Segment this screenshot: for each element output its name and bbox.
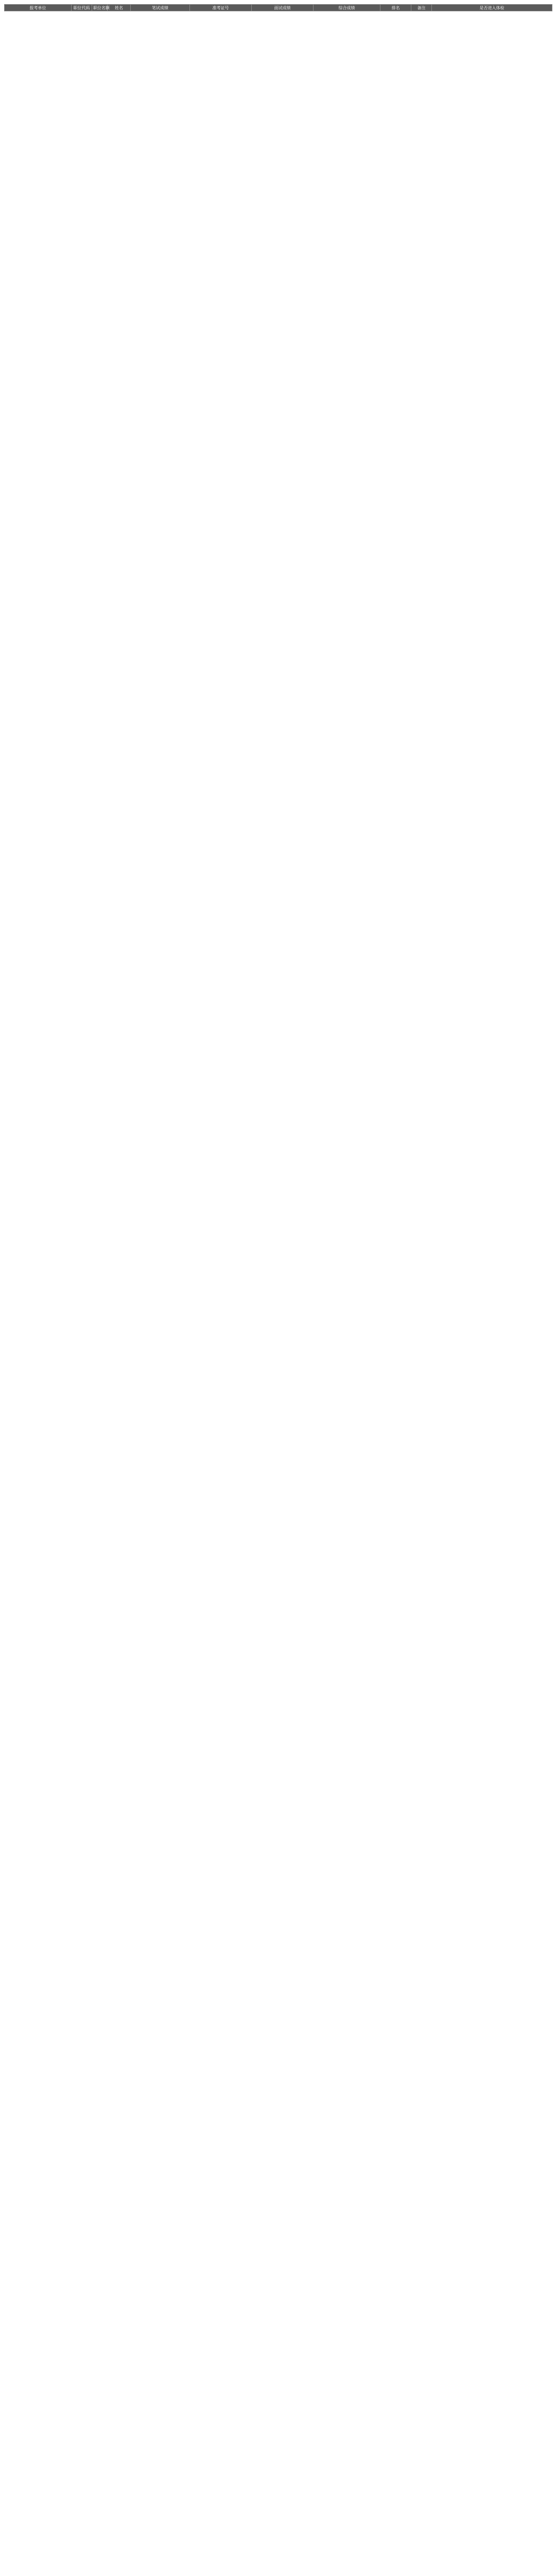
header-note: 备注	[411, 5, 432, 11]
header-written: 笔试成绩	[131, 5, 190, 11]
header-ticket: 准考证号	[190, 5, 252, 11]
header-rank: 排名	[380, 5, 411, 11]
header-interview: 面试成绩	[252, 5, 314, 11]
header-exam: 是否进入体检	[432, 5, 552, 11]
header-quota: 职位名额	[92, 5, 108, 11]
header-org: 报考单位	[5, 5, 72, 11]
table-header-row	[5, 5, 552, 11]
results-sheet	[4, 4, 552, 11]
header-total: 综合成绩	[314, 5, 380, 11]
results-table	[4, 4, 552, 11]
header-name: 姓名	[108, 5, 131, 11]
header-code: 职位代码	[72, 5, 92, 11]
